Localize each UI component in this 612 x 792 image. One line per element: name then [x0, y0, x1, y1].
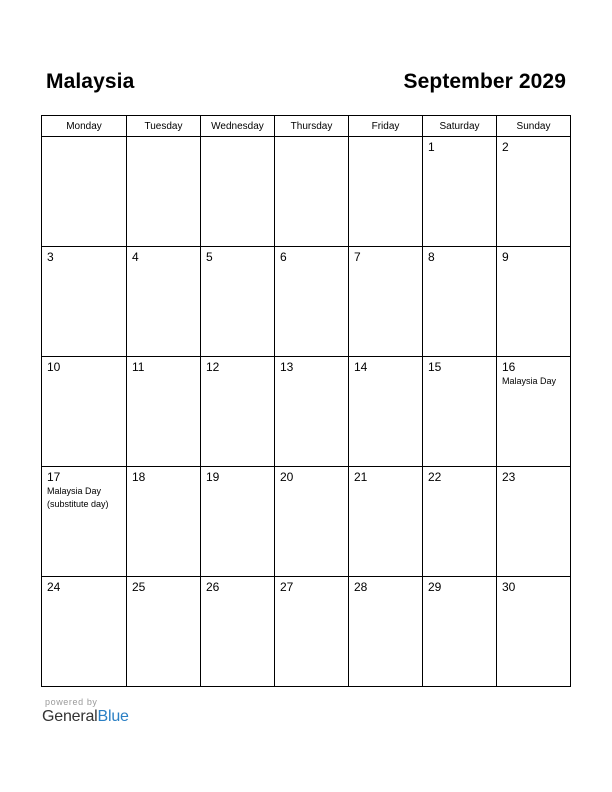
- day-cell: [42, 357, 127, 467]
- country-title: Malaysia: [46, 70, 135, 93]
- week-row: [42, 357, 571, 467]
- day-cell: [423, 467, 497, 577]
- day-cell: [275, 577, 349, 687]
- day-cell: [497, 577, 571, 687]
- brand-general-text: General: [42, 708, 98, 725]
- day-number: [42, 137, 126, 140]
- day-number: 29: [428, 580, 442, 594]
- day-number: 30: [502, 580, 516, 594]
- day-cell: [497, 467, 571, 577]
- day-number: [349, 137, 422, 140]
- day-cell: [201, 467, 275, 577]
- day-number: 17: [47, 470, 61, 484]
- day-cell: [275, 137, 349, 247]
- weekday-monday: Monday: [42, 116, 127, 137]
- weekday-header-row: [42, 116, 571, 137]
- day-number: 10: [47, 360, 61, 374]
- day-cell: [42, 577, 127, 687]
- day-cell: [497, 247, 571, 357]
- footer-branding: [42, 697, 129, 726]
- day-number: 3: [47, 250, 54, 264]
- day-number: 19: [206, 470, 220, 484]
- day-cell: [127, 247, 201, 357]
- day-number: [201, 137, 274, 140]
- weekday-thursday: Thursday: [275, 116, 349, 137]
- weekday-wednesday: Wednesday: [201, 116, 275, 137]
- day-cell: [349, 467, 423, 577]
- day-number: 24: [47, 580, 61, 594]
- day-number: 2: [502, 140, 509, 154]
- day-number: 11: [132, 360, 145, 374]
- day-number: 25: [132, 580, 146, 594]
- day-number: 6: [280, 250, 287, 264]
- day-cell: [349, 357, 423, 467]
- weekday-saturday: Saturday: [423, 116, 497, 137]
- day-cell: [349, 577, 423, 687]
- day-number: 14: [354, 360, 368, 374]
- day-number: 20: [280, 470, 294, 484]
- day-cell: [201, 357, 275, 467]
- day-number: 1: [428, 140, 435, 154]
- day-cell: [127, 137, 201, 247]
- weekday-tuesday: Tuesday: [127, 116, 201, 137]
- day-cell: [127, 577, 201, 687]
- powered-by-label: powered by: [45, 697, 98, 707]
- week-row: [42, 577, 571, 687]
- holiday-label: Malaysia Day (substitute day): [47, 486, 109, 509]
- day-cell: [423, 137, 497, 247]
- day-cell: [497, 137, 571, 247]
- day-number: 13: [280, 360, 294, 374]
- day-number: [275, 137, 348, 140]
- day-number: 15: [428, 360, 442, 374]
- day-number: 26: [206, 580, 220, 594]
- day-number: 18: [132, 470, 146, 484]
- page-header: [46, 70, 566, 100]
- day-number: 4: [132, 250, 139, 264]
- day-number: 16: [502, 360, 516, 374]
- day-number: 8: [428, 250, 435, 264]
- day-cell: [423, 577, 497, 687]
- day-number: 27: [280, 580, 294, 594]
- day-number: 9: [502, 250, 509, 264]
- day-cell: [42, 467, 127, 577]
- day-number: 12: [206, 360, 220, 374]
- week-row: [42, 137, 571, 247]
- day-number: 7: [354, 250, 361, 264]
- weekday-sunday: Sunday: [497, 116, 571, 137]
- day-cell: [127, 357, 201, 467]
- weekday-friday: Friday: [349, 116, 423, 137]
- month-title: September 2029: [403, 70, 566, 93]
- day-number: 5: [206, 250, 213, 264]
- week-row: [42, 467, 571, 577]
- day-cell: [423, 247, 497, 357]
- calendar-grid: [41, 115, 571, 687]
- day-cell: [42, 247, 127, 357]
- day-cell: [201, 137, 275, 247]
- day-cell: [423, 357, 497, 467]
- week-row: [42, 247, 571, 357]
- day-number: [127, 137, 200, 140]
- day-cell: [349, 247, 423, 357]
- day-number: 28: [354, 580, 368, 594]
- day-cell: [275, 247, 349, 357]
- day-cell: [349, 137, 423, 247]
- generalblue-logo[interactable]: [42, 708, 129, 726]
- day-cell: [201, 577, 275, 687]
- day-cell: [127, 467, 201, 577]
- day-number: 22: [428, 470, 442, 484]
- day-cell: [275, 357, 349, 467]
- day-cell: [42, 137, 127, 247]
- brand-blue-text: Blue: [97, 708, 129, 725]
- day-number: 21: [354, 470, 368, 484]
- holiday-label: Malaysia Day: [502, 376, 557, 386]
- day-cell: [201, 247, 275, 357]
- day-cell: [275, 467, 349, 577]
- day-number: 23: [502, 470, 516, 484]
- day-cell: [497, 357, 571, 467]
